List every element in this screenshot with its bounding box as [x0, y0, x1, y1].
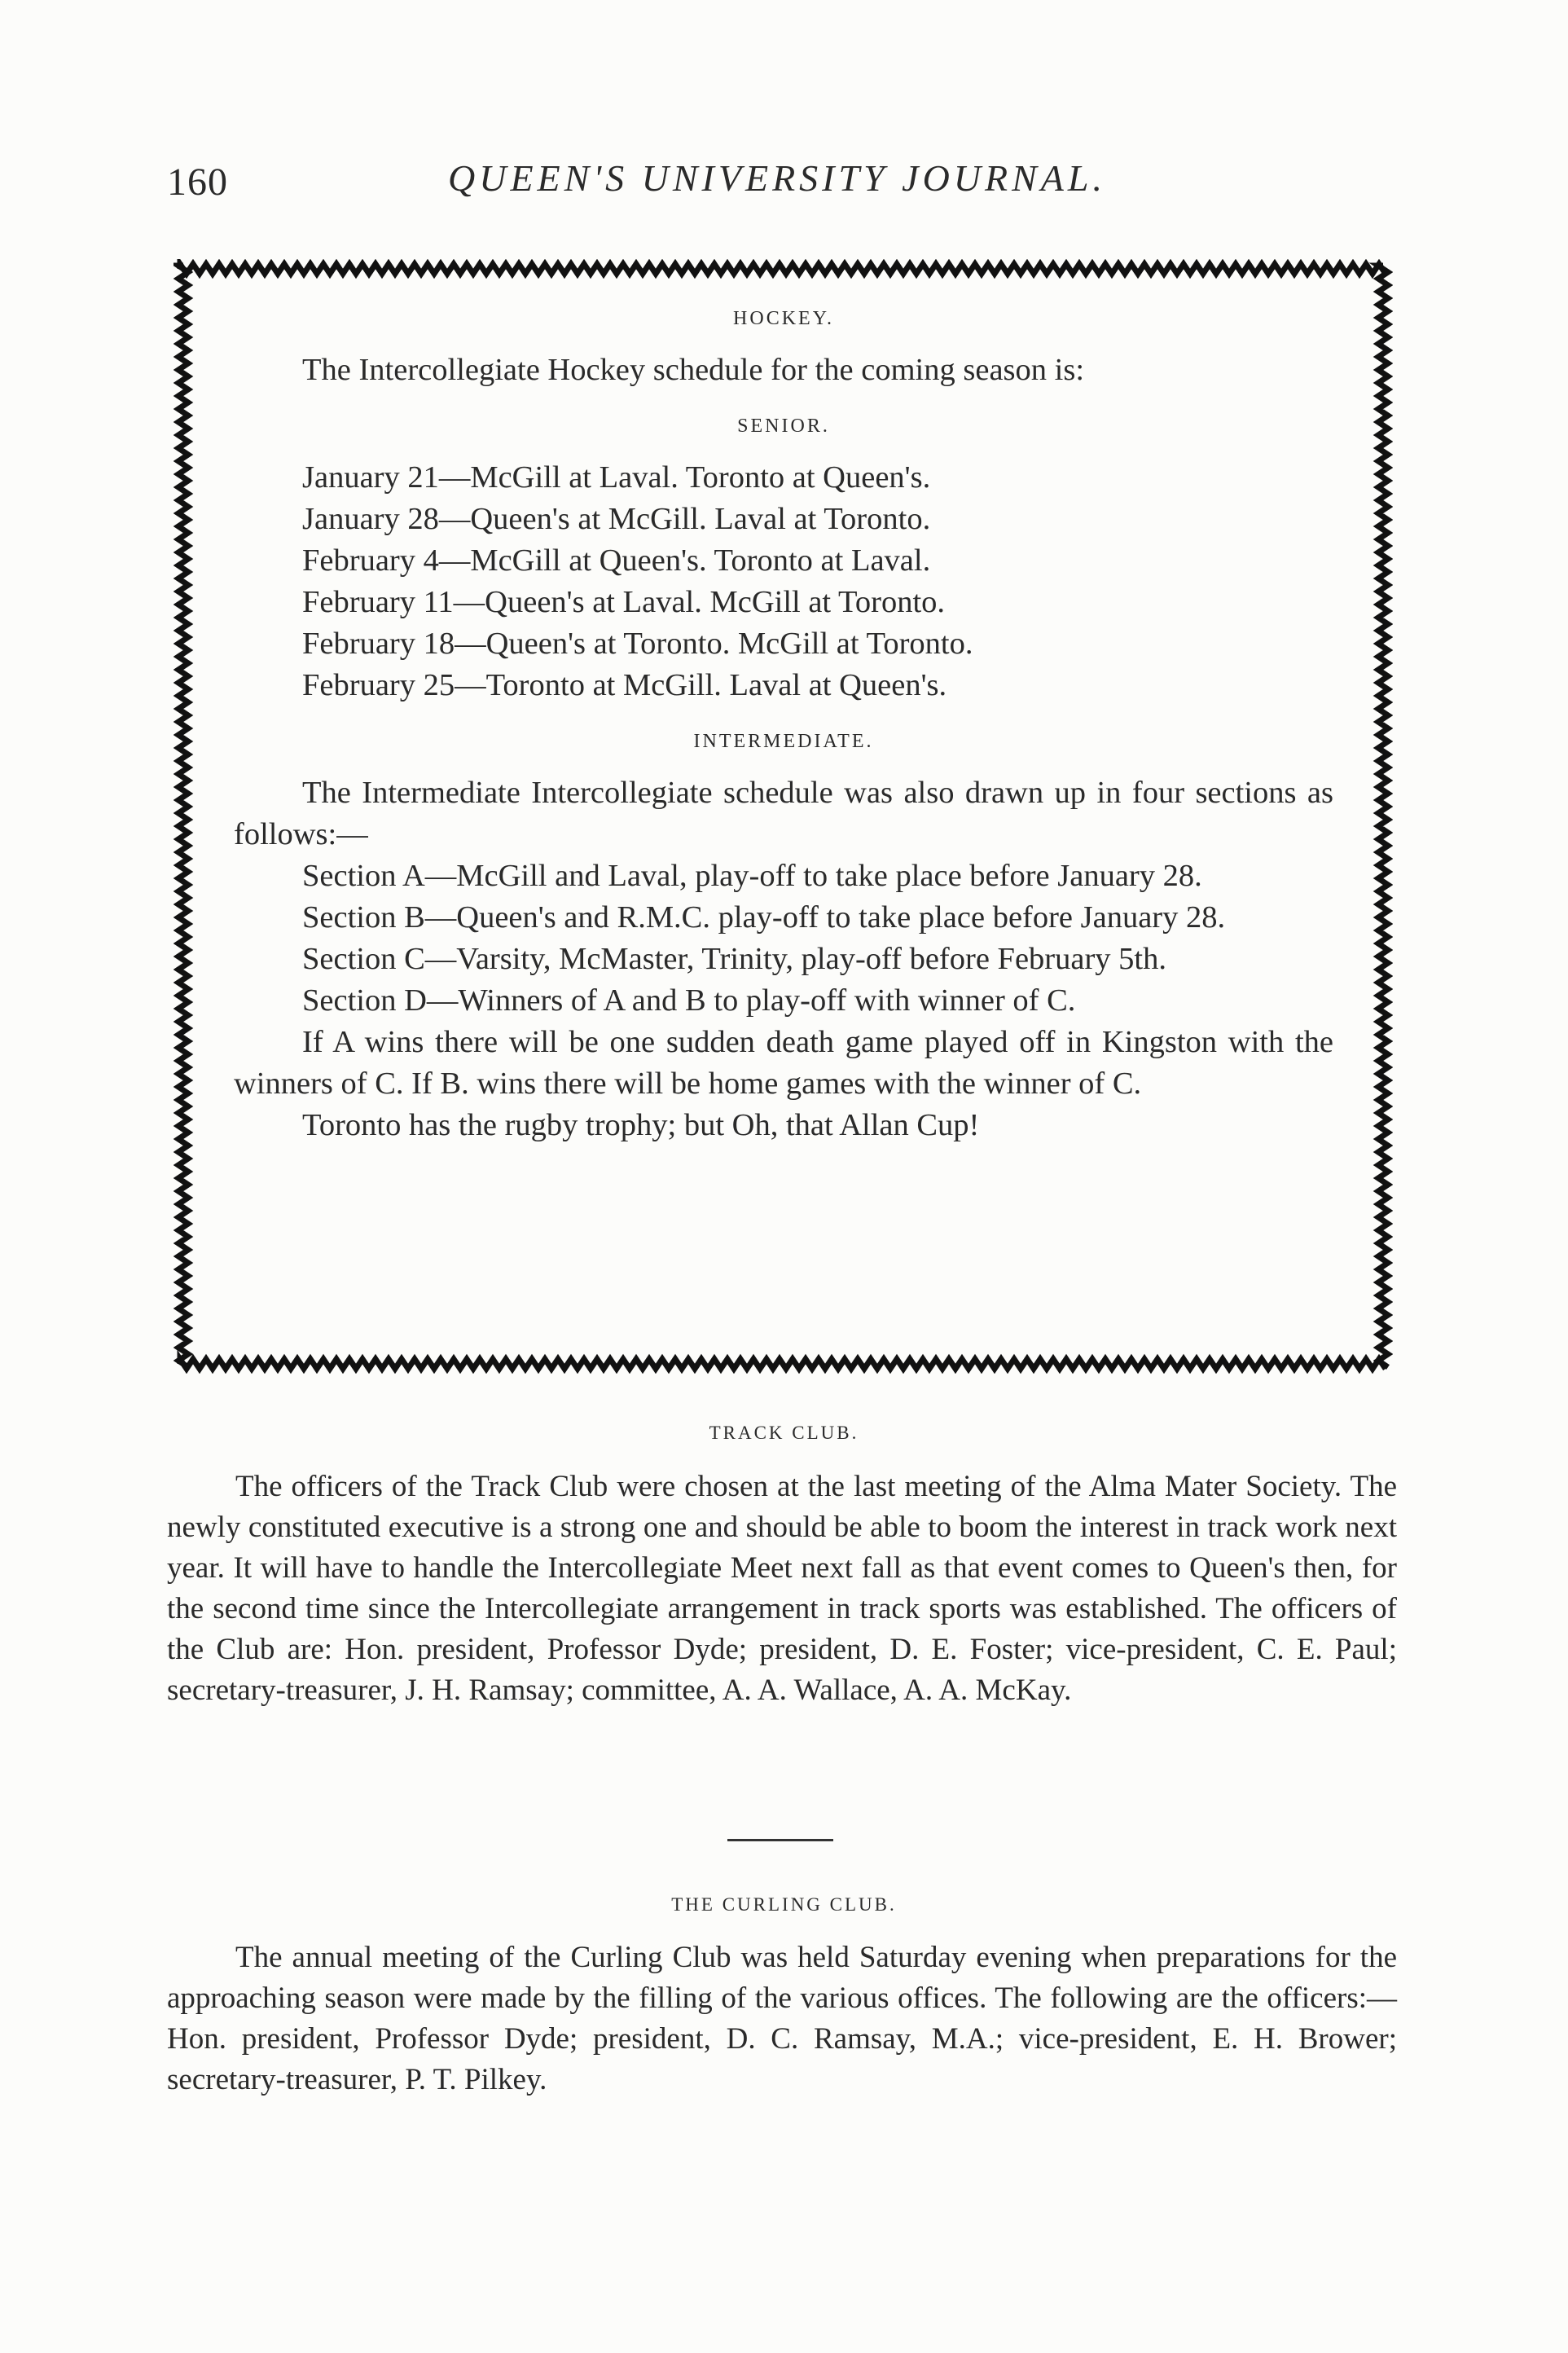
curling-club-body	[167, 1937, 1397, 2100]
hockey-content	[234, 298, 1333, 1146]
schedule-line: February 18—Queen's at Toronto. McGill at Toronto.	[302, 627, 973, 661]
intermediate-paragraph: Section B—Queen's and R.M.C. play-off to take place before January 28.	[302, 900, 1226, 935]
track-club-heading: TRACK CLUB.	[709, 1423, 859, 1443]
hockey-heading: HOCKEY.	[733, 308, 834, 329]
schedule-line: January 21—McGill at Laval. Toronto at Queen's.	[302, 460, 931, 495]
schedule-line: February 11—Queen's at Laval. McGill at Toronto.	[302, 585, 946, 619]
schedule-line: January 28—Queen's at McGill. Laval at Toronto.	[302, 502, 931, 536]
hockey-intro: The Intercollegiate Hockey schedule for the coming season is:	[302, 353, 1085, 387]
hockey-bordered-box	[173, 259, 1393, 1374]
senior-heading: SENIOR.	[737, 416, 830, 437]
schedule-line: February 4—McGill at Queen's. Toronto at Laval.	[302, 543, 931, 578]
intermediate-paragraph: Section D—Winners of A and B to play-off with winner of C.	[302, 983, 1076, 1018]
track-club-paragraph: The officers of the Track Club were chosen at the last meeting of the Alma Mater Society. The newly constituted executive is a strong one and should be able to boom the interest in track work next year. It will have to handle the Intercollegiate Meet next fall as that event comes to Queen's then, for the second time since the Intercollegiate arrangement in track sports was established. The officers of the Club are: Hon. president, Professor Dyde; president, D. E. Foster; vice-president, C. E. Paul; secretary-treasurer, J. H. Ramsay; committee, A. A. Wallace, A. A. McKay.	[167, 1470, 1397, 1707]
intermediate-paragraph: The Intermediate Intercollegiate schedule was also drawn up in four sections as follows:—	[234, 776, 1333, 851]
running-head: QUEEN'S UNIVERSITY JOURNAL.	[448, 157, 1106, 199]
intermediate-heading: INTERMEDIATE.	[693, 731, 874, 752]
intermediate-paragraph: Toronto has the rugby trophy; but Oh, that Allan Cup!	[302, 1108, 980, 1142]
intermediate-paragraph: Section A—McGill and Laval, play-off to take place before January 28.	[302, 859, 1202, 893]
senior-schedule-list	[234, 457, 1333, 706]
intermediate-paragraph: Section C—Varsity, McMaster, Trinity, play-off before February 5th.	[302, 942, 1166, 976]
curling-club-paragraph: The annual meeting of the Curling Club was held Saturday evening when preparations for the approaching season were made by the filling of the various offices. The following are the officers:—Hon. president, Professor Dyde; president, D. C. Ramsay, M.A.; vice-president, E. H. Brower; secretary-treasurer, P. T. Pilkey.	[167, 1941, 1397, 2096]
section-divider-rule	[727, 1839, 833, 1841]
intermediate-paragraph: If A wins there will be one sudden death game played off in Kingston with the winners of C. If B. wins there will be home games with the winner of C.	[234, 1025, 1333, 1101]
track-club-body	[167, 1467, 1397, 1711]
page-number: 160	[167, 161, 228, 204]
curling-club-heading: THE CURLING CLUB.	[671, 1894, 897, 1915]
schedule-line: February 25—Toronto at McGill. Laval at Queen's.	[302, 668, 947, 702]
